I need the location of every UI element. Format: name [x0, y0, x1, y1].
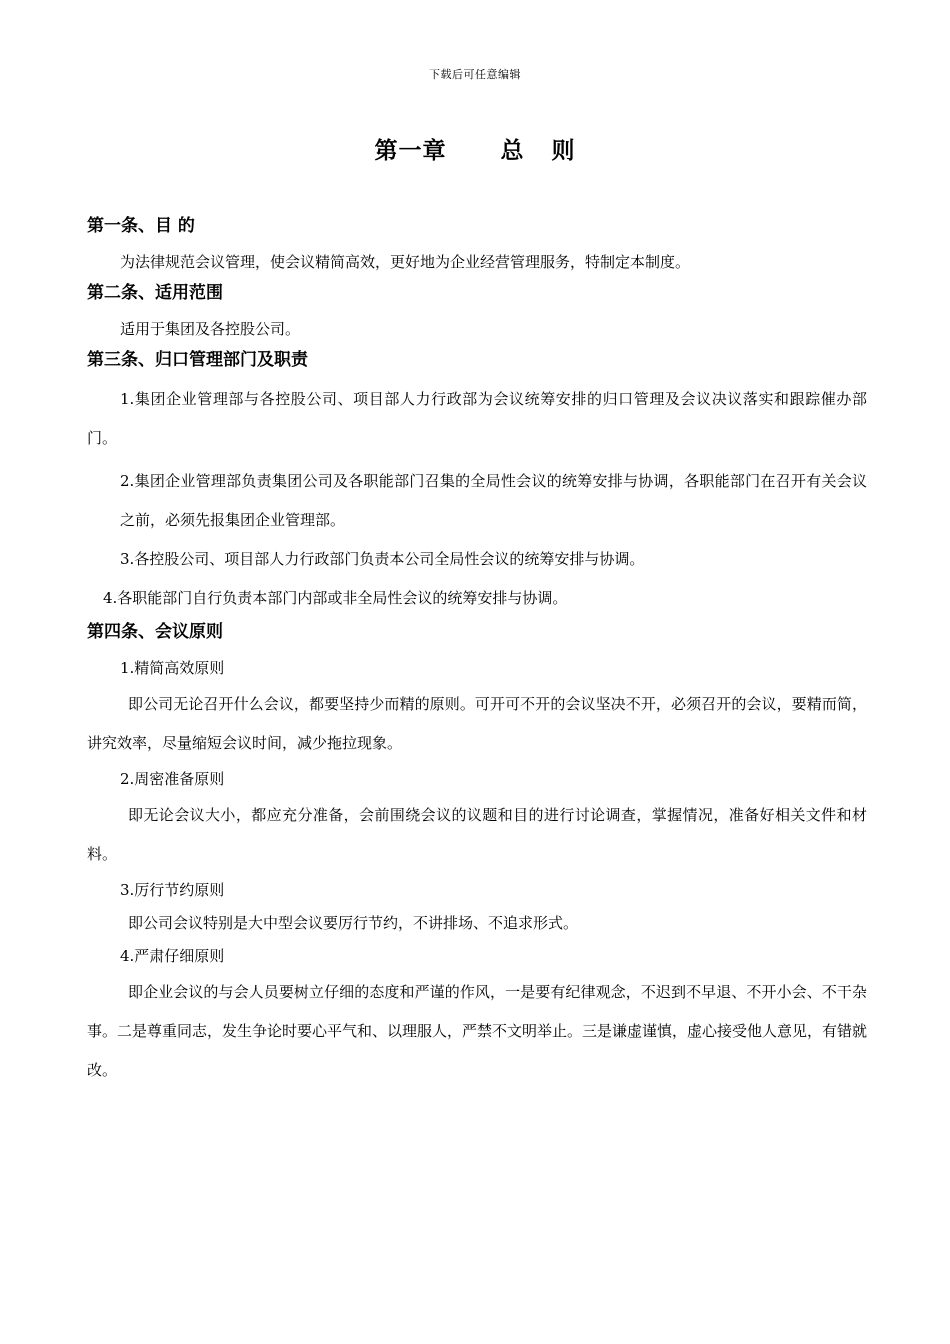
article-3-item-4: 4.各职能部门自行负责本部门内部或非全局性会议的统筹安排与协调。 [103, 589, 568, 607]
principle-3-body: 即公司会议特别是大中型会议要厉行节约，不讲排场、不追求形式。 [128, 914, 579, 932]
principle-4-body: 即企业会议的与会人员要树立仔细的态度和严谨的作风，一是要有纪律观念，不迟到不早退、不开小会、不干杂事。二是尊重同志，发生争论时要心平气和、以理服人，严禁不文明举止。三是谦虚谨慎，虚心接受他人意见，有错就改。 [87, 983, 868, 1079]
principle-1-title: 1.精简高效原则 [120, 659, 225, 677]
article-1-paragraph: 为法律规范会议管理，使会议精简高效，更好地为企业经营管理服务，特制定本制度。 [120, 253, 691, 271]
principle-3-title: 3.厉行节约原则 [120, 881, 225, 899]
article-3-item-2: 2.集团企业管理部负责集团公司及各职能部门召集的全局性会议的统筹安排与协调，各职能部门在召开有关会议之前，必须先报集团企业管理部。 [120, 472, 867, 529]
principle-2-title: 2.周密准备原则 [120, 770, 225, 788]
principle-1-body: 即公司无论召开什么会议，都要坚持少而精的原则。可开可不开的会议坚决不开，必须召开的会议，要精而简，讲究效率，尽量缩短会议时间，减少拖拉现象。 [87, 695, 867, 752]
header-note: 下载后可任意编辑 [429, 68, 521, 81]
principle-2-body: 即无论会议大小，都应充分准备，会前围绕会议的议题和目的进行讨论调查，掌握情况，准备好相关文件和材料。 [87, 806, 867, 863]
article-4-heading: 第四条、会议原则 [87, 622, 223, 642]
article-2-heading: 第二条、适用范围 [87, 283, 223, 303]
article-1-heading: 第一条、目 的 [87, 216, 195, 236]
article-3-item-1: 1.集团企业管理部与各控股公司、项目部人力行政部为会议统筹安排的归口管理及会议决议落实和跟踪催办部门。 [87, 390, 867, 447]
article-3-item-3: 3.各控股公司、项目部人力行政部门负责本公司全局性会议的统筹安排与协调。 [120, 550, 645, 568]
article-2-paragraph: 适用于集团及各控股公司。 [120, 320, 301, 338]
principle-4-title: 4.严肃仔细原则 [120, 947, 225, 965]
chapter-title: 第一章 总 则 [374, 138, 576, 164]
article-3-heading: 第三条、归口管理部门及职责 [87, 350, 308, 370]
document-body [87, 212, 867, 1090]
